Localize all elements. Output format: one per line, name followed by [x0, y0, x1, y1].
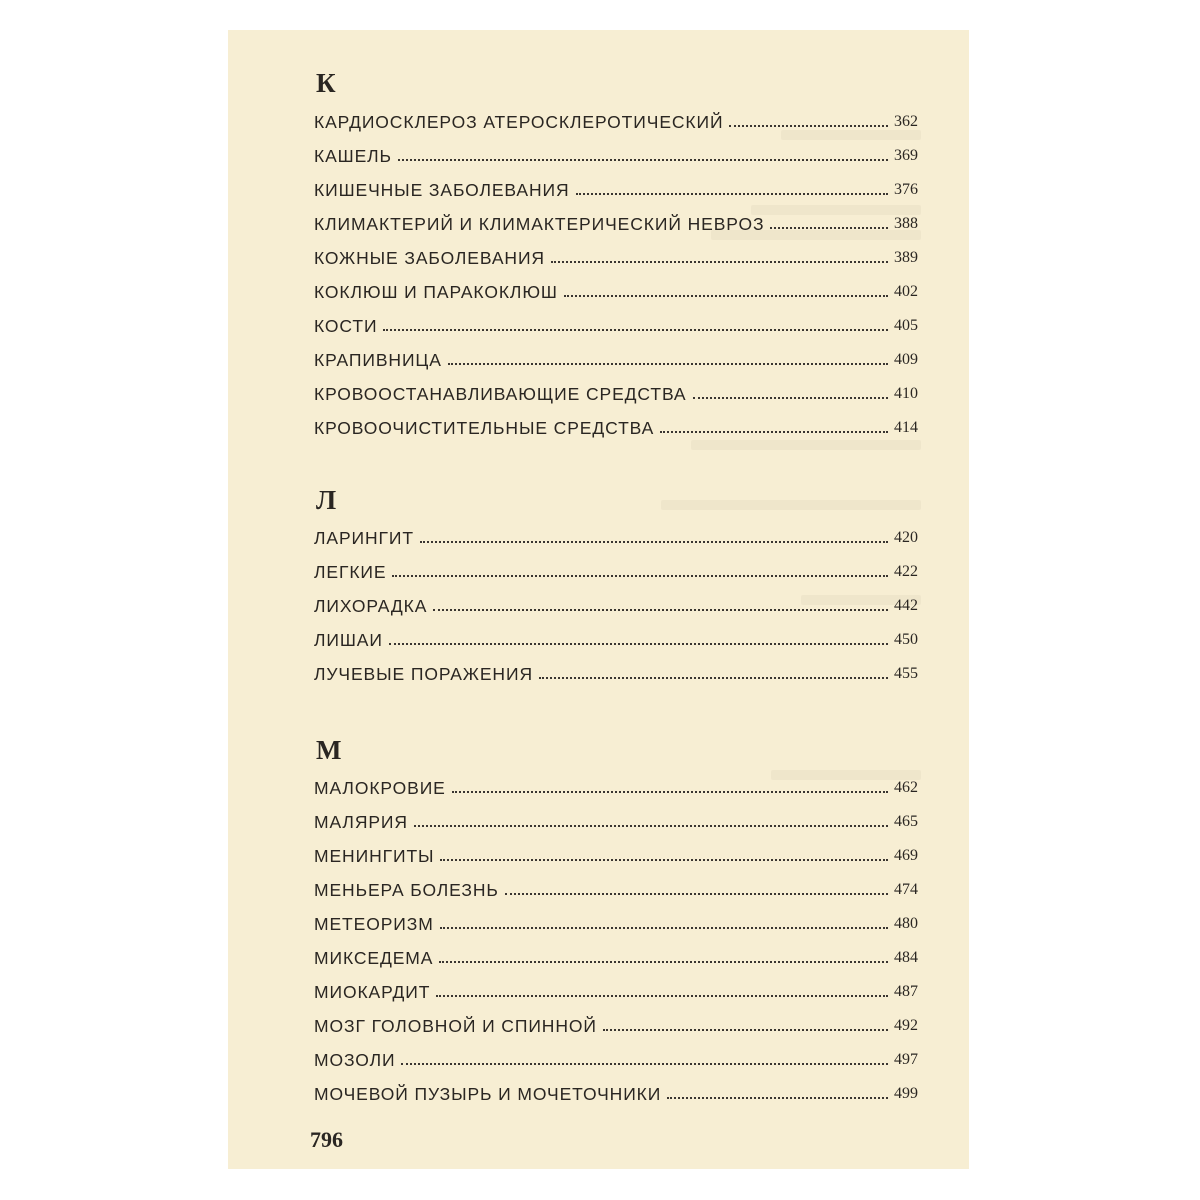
entry-page-number: 410	[894, 385, 918, 402]
index-entry	[314, 842, 918, 866]
entry-page-number: 465	[894, 813, 918, 830]
entry-title: ЛИШАИ	[314, 630, 383, 650]
index-entry	[314, 944, 918, 968]
entry-title: КЛИМАКТЕРИЙ И КЛИМАКТЕРИЧЕСКИЙ НЕВРОЗ	[314, 214, 765, 234]
entry-page-number: 369	[894, 147, 918, 164]
dot-leader	[539, 676, 888, 679]
entry-title: КАРДИОСКЛЕРОЗ АТЕРОСКЛЕРОТИЧЕСКИЙ	[314, 112, 724, 132]
entry-title: КРОВООСТАНАВЛИВАЮЩИЕ СРЕДСТВА	[314, 384, 687, 404]
dot-leader	[392, 574, 888, 577]
entry-title: КОЖНЫЕ ЗАБОЛЕВАНИЯ	[314, 248, 545, 268]
dot-leader	[660, 430, 888, 433]
index-entry	[314, 626, 918, 650]
entry-page-number: 487	[894, 983, 918, 1000]
entry-title: КРОВООЧИСТИТЕЛЬНЫЕ СРЕДСТВА	[314, 418, 655, 438]
index-entry	[314, 774, 918, 798]
dot-leader	[420, 540, 888, 543]
entry-title: КРАПИВНИЦА	[314, 350, 442, 370]
entry-page-number: 497	[894, 1051, 918, 1068]
entry-page-number: 484	[894, 949, 918, 966]
entry-title: МОЗГ ГОЛОВНОЙ И СПИННОЙ	[314, 1016, 597, 1036]
entry-page-number: 469	[894, 847, 918, 864]
entry-page-number: 389	[894, 249, 918, 266]
entry-title: ЛАРИНГИТ	[314, 528, 414, 548]
entry-page-number: 420	[894, 529, 918, 546]
book-page	[228, 30, 969, 1169]
entry-page-number: 442	[894, 597, 918, 614]
entry-page-number: 376	[894, 181, 918, 198]
entry-page-number: 409	[894, 351, 918, 368]
dot-leader	[436, 994, 888, 997]
index-entry	[314, 524, 918, 548]
entry-title: МАЛОКРОВИЕ	[314, 778, 446, 798]
section-letter-k: К	[316, 68, 336, 98]
entry-title: ЛИХОРАДКА	[314, 596, 428, 616]
dot-leader	[576, 192, 888, 195]
index-entry	[314, 380, 918, 404]
entry-title: МЕНИНГИТЫ	[314, 846, 435, 866]
dot-leader	[452, 790, 888, 793]
entry-title: КОСТИ	[314, 316, 378, 336]
entry-page-number: 402	[894, 283, 918, 300]
entry-title: КИШЕЧНЫЕ ЗАБОЛЕВАНИЯ	[314, 180, 570, 200]
entry-title: МЕНЬЕРА БОЛЕЗНЬ	[314, 880, 499, 900]
entry-title: КОКЛЮШ И ПАРАКОКЛЮШ	[314, 282, 558, 302]
entry-page-number: 499	[894, 1085, 918, 1102]
dot-leader	[439, 960, 888, 963]
dot-leader	[505, 892, 888, 895]
index-entry	[314, 876, 918, 900]
entry-page-number: 414	[894, 419, 918, 436]
index-entry	[314, 1080, 918, 1104]
dot-leader	[398, 158, 888, 161]
index-entry	[314, 244, 918, 268]
entry-page-number: 492	[894, 1017, 918, 1034]
entry-page-number: 422	[894, 563, 918, 580]
bleed-through-mark	[691, 440, 921, 450]
page-number: 796	[310, 1127, 343, 1152]
section-letter-m: М	[316, 735, 342, 765]
index-entry	[314, 346, 918, 370]
index-entry	[314, 108, 918, 132]
dot-leader	[667, 1096, 888, 1099]
index-entry	[314, 278, 918, 302]
entry-title: КАШЕЛЬ	[314, 146, 392, 166]
index-entry	[314, 1012, 918, 1036]
dot-leader	[448, 362, 888, 365]
index-entry	[314, 1046, 918, 1070]
dot-leader	[551, 260, 888, 263]
index-entry	[314, 910, 918, 934]
dot-leader	[564, 294, 888, 297]
entry-page-number: 405	[894, 317, 918, 334]
entry-page-number: 474	[894, 881, 918, 898]
dot-leader	[693, 396, 888, 399]
entry-page-number: 450	[894, 631, 918, 648]
entry-title: МИОКАРДИТ	[314, 982, 431, 1002]
dot-leader	[401, 1062, 888, 1065]
index-entry	[314, 592, 918, 616]
entry-title: ЛУЧЕВЫЕ ПОРАЖЕНИЯ	[314, 664, 533, 684]
dot-leader	[389, 642, 888, 645]
dot-leader	[433, 608, 888, 611]
index-entry	[314, 978, 918, 1002]
dot-leader	[383, 328, 888, 331]
entry-title: МОЧЕВОЙ ПУЗЫРЬ И МОЧЕТОЧНИКИ	[314, 1084, 662, 1104]
bleed-through-mark	[661, 500, 921, 510]
entry-page-number: 388	[894, 215, 918, 232]
index-entry	[314, 808, 918, 832]
entry-title: МИКСЕДЕМА	[314, 948, 434, 968]
entry-page-number: 455	[894, 665, 918, 682]
dot-leader	[770, 226, 888, 229]
entry-title: МАЛЯРИЯ	[314, 812, 408, 832]
entry-title: МЕТЕОРИЗМ	[314, 914, 434, 934]
section-letter-l: Л	[316, 485, 337, 515]
index-entry	[314, 414, 918, 438]
entry-page-number: 480	[894, 915, 918, 932]
entry-title: МОЗОЛИ	[314, 1050, 396, 1070]
entry-title: ЛЕГКИЕ	[314, 562, 387, 582]
dot-leader	[440, 926, 888, 929]
dot-leader	[729, 124, 888, 127]
index-entry	[314, 210, 918, 234]
index-entry	[314, 312, 918, 336]
entry-page-number: 362	[894, 113, 918, 130]
index-entry	[314, 558, 918, 582]
dot-leader	[440, 858, 888, 861]
entry-page-number: 462	[894, 779, 918, 796]
index-entry	[314, 142, 918, 166]
index-entry	[314, 660, 918, 684]
dot-leader	[603, 1028, 888, 1031]
index-entry	[314, 176, 918, 200]
dot-leader	[414, 824, 888, 827]
